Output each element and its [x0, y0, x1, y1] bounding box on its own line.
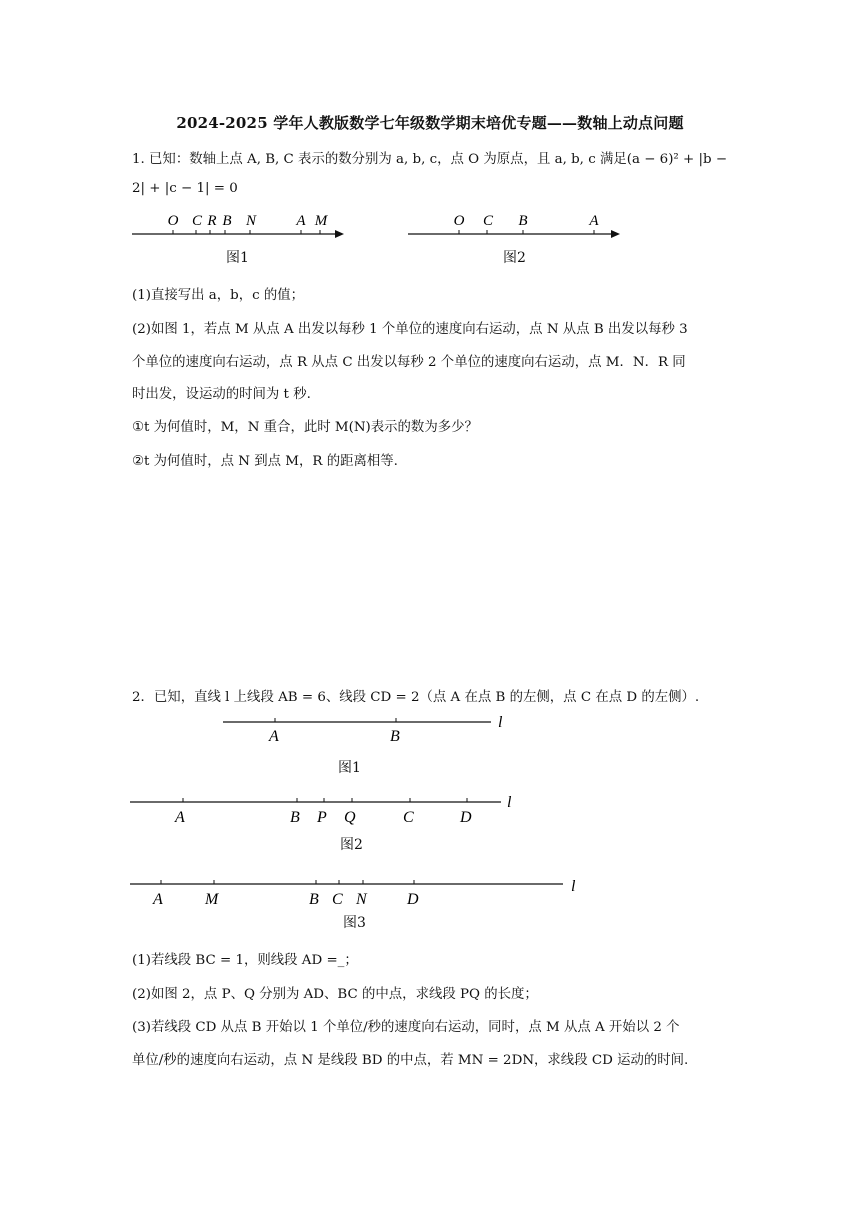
q1-fig1-label-m: M [314, 213, 328, 229]
q1-part1: (1)直接写出 a，b，c 的值； [132, 288, 305, 303]
q2-figure1-caption: 图1 [338, 760, 361, 776]
q2-figure3-caption: 图3 [343, 915, 366, 931]
q1-fig2-label-a: A [589, 213, 599, 229]
q1-part2-line3: 时出发，设运动的时间为 t 秒. [132, 387, 311, 402]
q1-fig1-label-r: R [207, 213, 217, 229]
q1-fig1-label-o: O [167, 213, 179, 229]
q2-fig2-label-d: D [460, 809, 472, 826]
q2-stem: 2．已知，直线 l 上线段 AB = 6、线段 CD = 2（点 A 在点 B 的左侧，点 C 在点 D 的左侧）. [132, 690, 700, 705]
q1-figure1-number-line [130, 208, 352, 240]
q2-fig2-label-p: P [317, 809, 327, 826]
q1-subpart1: ①t 为何值时，M，N 重合，此时 M(N)表示的数为多少？ [132, 420, 478, 435]
q2-fig3-label-m: M [205, 891, 219, 908]
q1-fig2-label-c: C [482, 213, 494, 229]
q2-figure2-line [128, 793, 528, 829]
q2-fig3-label-a: A [153, 891, 163, 908]
q2-part3-line2: 单位/秒的速度向右运动，点 N 是线段 BD 的中点，若 MN = 2DN，求线段 CD 运动的时间. [132, 1053, 689, 1068]
q2-fig1-label-b: B [390, 728, 400, 745]
q2-figure3-line [128, 875, 588, 911]
q2-part2: (2)如图 2，点 P、Q 分别为 AD、BC 的中点，求线段 PQ 的长度； [132, 987, 538, 1002]
q2-figure1-line [218, 714, 518, 750]
q1-fig1-label-a: A [296, 213, 306, 229]
q2-fig2-label-c: C [403, 809, 414, 826]
q1-figure2-caption: 图2 [503, 250, 526, 266]
q1-part2-line2: 个单位的速度向右运动，点 R 从点 C 出发以每秒 2 个单位的速度向右运动，点 M．N．R 同 [132, 355, 686, 370]
q1-figure2-number-line [406, 208, 628, 240]
q2-fig3-line-label: l [571, 878, 576, 895]
q2-fig3-label-c: C [332, 891, 343, 908]
q1-subpart2: ②t 为何值时，点 N 到点 M，R 的距离相等. [132, 454, 398, 469]
q1-stem-line1: 1. 已知：数轴上点 A, B, C 表示的数分别为 a, b, c，点 O 为原点，且 a, b, c 满足(a − 6)² + |b − [132, 152, 728, 167]
q1-fig1-label-n: N [245, 213, 257, 229]
q1-stem-line2: 2| + |c − 1| = 0 [132, 181, 238, 196]
q2-part1: (1)若线段 BC = 1，则线段 AD =_； [132, 953, 358, 968]
q2-fig3-label-d: D [407, 891, 419, 908]
q2-fig1-label-a: A [269, 728, 279, 745]
q2-fig2-label-q: Q [344, 809, 356, 826]
q2-part3-line1: (3)若线段 CD 从点 B 开始以 1 个单位/秒的速度向右运动，同时，点 M 从点 A 开始以 2 个 [132, 1020, 680, 1035]
q2-fig3-label-n: N [356, 891, 367, 908]
q1-figure1-caption: 图1 [226, 250, 249, 266]
page-title: 2024-2025 学年人教版数学七年级数学期末培优专题——数轴上动点问题 [176, 114, 684, 132]
q2-fig1-line-label: l [498, 714, 503, 731]
q2-fig2-line-label: l [507, 794, 512, 811]
q2-figure2-caption: 图2 [340, 837, 363, 853]
q1-part2-line1: (2)如图 1，若点 M 从点 A 出发以每秒 1 个单位的速度向右运动，点 N 从点 B 出发以每秒 3 [132, 322, 688, 337]
q1-fig2-label-o: O [453, 213, 465, 229]
q2-fig2-label-b: B [290, 809, 300, 826]
q1-fig1-label-b: B [222, 213, 232, 229]
q2-fig3-label-b: B [309, 891, 319, 908]
q1-fig2-label-b: B [518, 213, 528, 229]
q2-fig2-label-a: A [175, 809, 185, 826]
q1-fig1-label-c: C [191, 213, 203, 229]
